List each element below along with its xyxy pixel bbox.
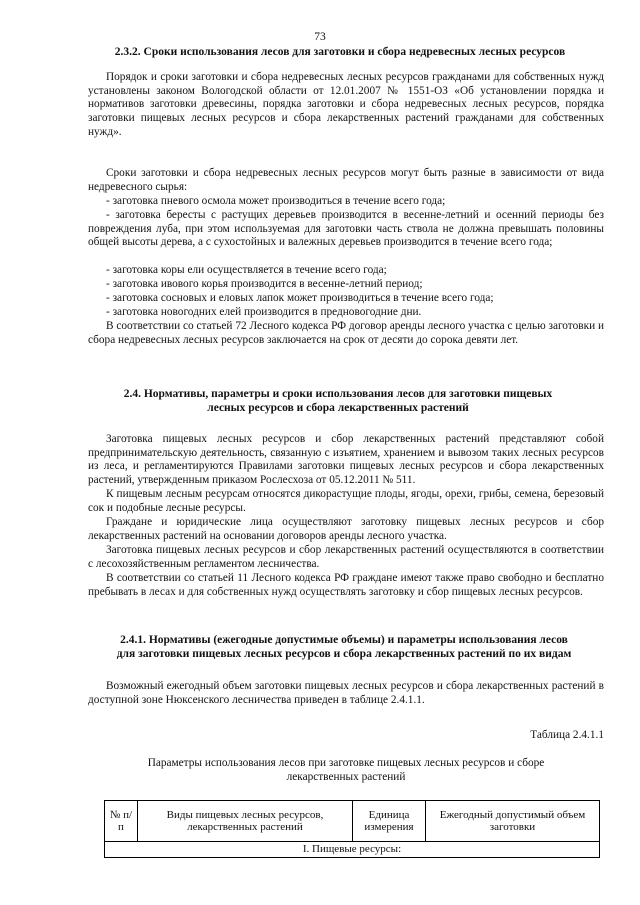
section-heading-2-4-1	[84, 634, 604, 661]
caption-line: лекарственных растений	[286, 771, 406, 783]
heading-line: 2.4. Нормативы, параметры и сроки использования лесов для заготовки пищевых	[123, 388, 553, 400]
section-heading-2-3-2: 2.3.2. Сроки использования лесов для заготовки и сбора недревесных лесных ресурсов	[114, 46, 566, 58]
page-number: 73	[314, 31, 326, 43]
section-heading-2-4	[88, 388, 588, 415]
table-header-row	[105, 801, 600, 842]
paragraph: Сроки заготовки и сбора недревесных лесных ресурсов могут быть разные в зависимости от вида недревесного сырья:	[88, 167, 604, 193]
paragraph: Порядок и сроки заготовки и сбора недревесных лесных ресурсов гражданами для собственных нужд установлены законом Вологодской области от 12.01.2007 № 1551-ОЗ «Об установлении порядка и нормативов заготовки древесины, порядка заготовки и сбора недревесных лесных ресурсов, порядка заготовки пищевых лесных ресурсов и сбора лекарственных растений гражданами для собственных нужд».	[88, 71, 604, 138]
paragraph: Граждане и юридические лица осуществляют заготовку пищевых лесных ресурсов и сбор лекарственных растений на основании договоров аренды лесного участка.	[88, 516, 604, 542]
parameters-table	[104, 800, 600, 858]
section-cell: I. Пищевые ресурсы:	[105, 842, 600, 858]
paragraph: Заготовка пищевых лесных ресурсов и сбор лекарственных растений осуществляются в соответствии с лесохозяйственным регламентом лесничества.	[88, 544, 604, 570]
heading-line: для заготовки пищевых лесных ресурсов и сбора лекарственных растений по их видам	[116, 647, 572, 660]
header-cell-volume: Ежегодный допустимый объем заготовки	[426, 801, 600, 842]
list-item: - заготовка новогодних елей производится в предновогодние дни.	[106, 306, 422, 318]
list-item: - заготовка коры ели осуществляется в течение всего года;	[106, 264, 387, 276]
list-item: - заготовка сосновых и еловых лапок может производиться в течение всего года;	[106, 292, 494, 304]
paragraph: К пищевым лесным ресурсам относятся дикорастущие плоды, ягоды, орехи, грибы, семена, березовый сок и подобные лесные ресурсы.	[88, 488, 604, 514]
paragraph: В соответствии со статьей 72 Лесного кодекса РФ договор аренды лесного участка с целью заготовки и сбора недревесных лесных ресурсов заключается на срок от десяти до сорока девяти лет.	[88, 320, 604, 346]
list-item: - заготовка бересты с растущих деревьев производится в весенне-летний и осенний периоды без повреждения луба, при этом используемая для заготовки часть ствола не должна превышать половины общей высоты дерева, а с сухостойных и валежных деревьев производится в течение всего года;	[88, 209, 604, 249]
caption-line: Параметры использования лесов при заготовке пищевых лесных ресурсов и сборе	[147, 757, 545, 769]
table-label: Таблица 2.4.1.1	[530, 729, 604, 741]
heading-line: 2.4.1. Нормативы (ежегодные допустимые объемы) и параметры использования лесов	[120, 634, 568, 646]
header-cell-kind: Виды пищевых лесных ресурсов, лекарственных растений	[138, 801, 353, 842]
heading-line: лесных ресурсов и сбора лекарственных растений	[207, 401, 469, 414]
paragraph: Возможный ежегодный объем заготовки пищевых лесных ресурсов и сбора лекарственных растений в доступной зоне Нюксенского лесничества приведен в таблице 2.4.1.1.	[88, 680, 604, 706]
list-item: - заготовка ивового корья производится в весенне-летний период;	[106, 278, 423, 290]
paragraph: В соответствии со статьей 11 Лесного кодекса РФ граждане имеют также право свободно и бесплатно пребывать в лесах и для собственных нужд осуществлять заготовку и сбор пищевых лесных ресурсов.	[88, 572, 604, 598]
paragraph: Заготовка пищевых лесных ресурсов и сбор лекарственных растений представляют собой предпринимательскую деятельность, связанную с изъятием, хранением и вывозом таких лесных ресурсов из леса, и регламентируются Правилами заготовки пищевых лесных ресурсов и сбора лекарственных растений, утвержденным приказом Рослесхоза от 05.12.2011 № 511.	[88, 433, 604, 487]
table-section-row	[105, 842, 600, 858]
header-cell-unit: Единица измерения	[353, 801, 426, 842]
list-item: - заготовка пневого осмола может производиться в течение всего года;	[106, 195, 446, 207]
table-caption	[88, 756, 604, 784]
header-cell-number: № п/п	[105, 801, 138, 842]
